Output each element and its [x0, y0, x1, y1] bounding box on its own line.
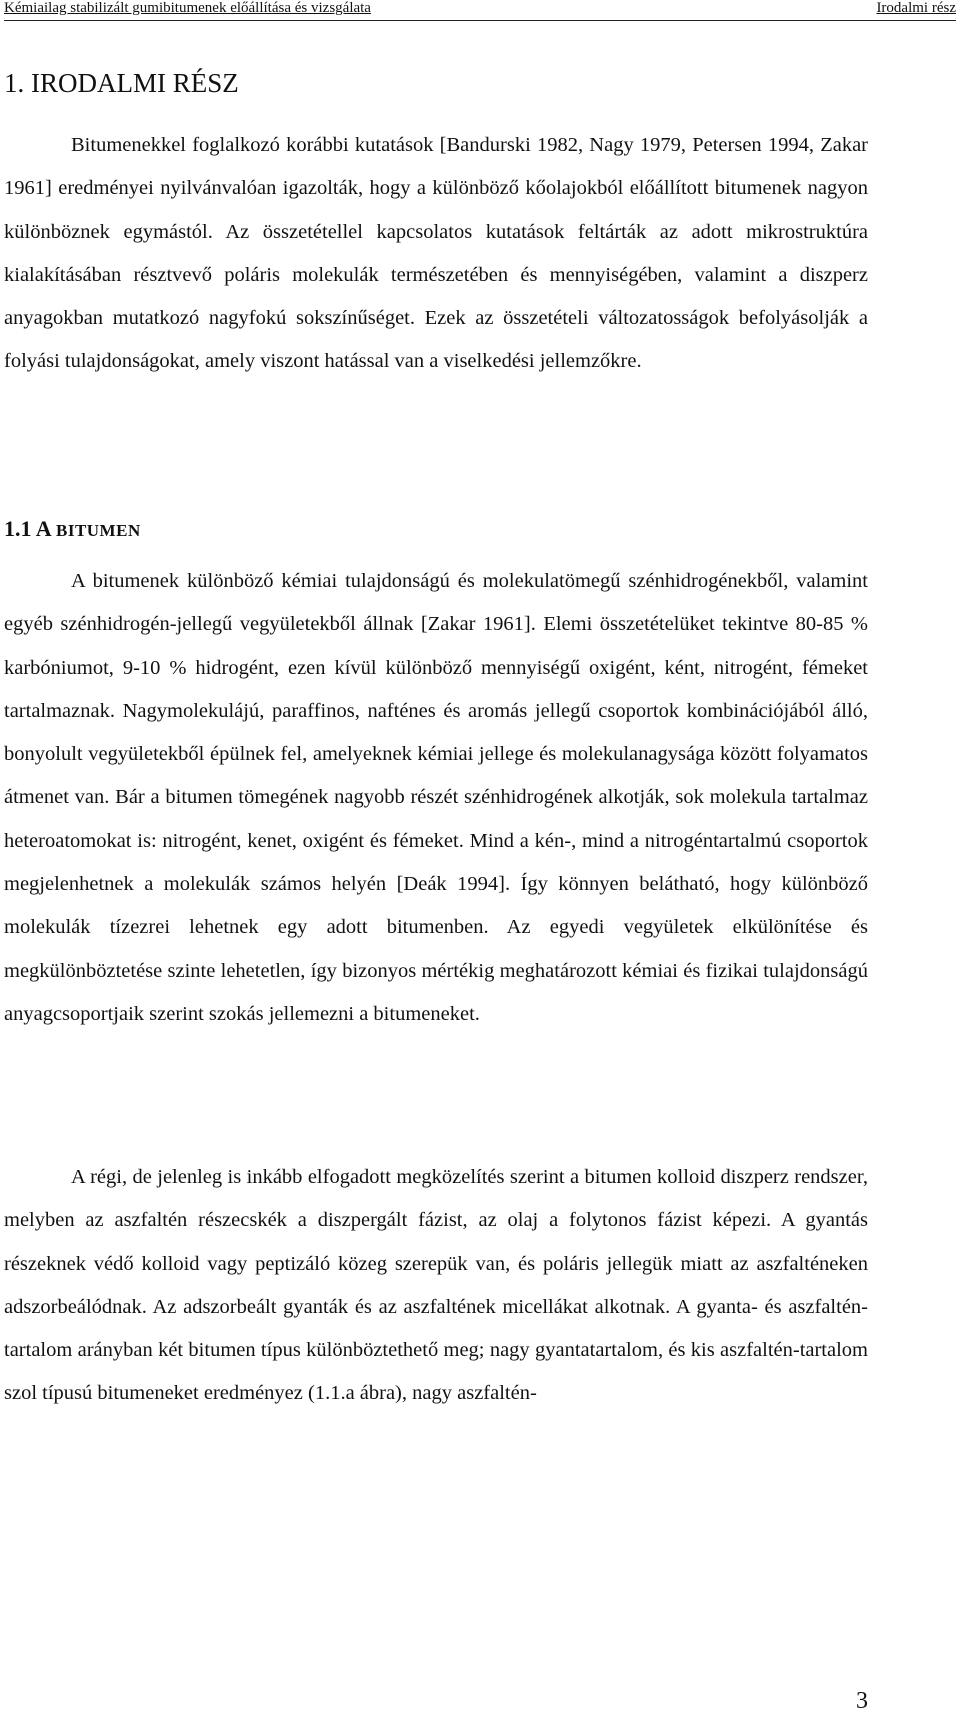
page-number: 3 — [856, 1688, 868, 1714]
bitumen-paragraph-1: A bitumenek különböző kémiai tulajdonságú és molekulatömegű szénhidrogénekből, valamint egyéb szénhidrogén-jellegű vegyületekből állnak [Zakar 1961]. Elemi összetételüket tekintve 80-85 % karbóniumot, 9-10 % hidrogént, ezen kívül különböző mennyiségű oxigént, ként, nitrogént, fémeket tartalmaznak. Nagymolekulájú, paraffinos, nafténes és aromás jellegű csoportok kombinációjából álló, bonyolult vegyületekből épülnek fel, amelyeknek kémiai jellege és molekulanagysága között folyamatos átmenet van. Bár a bitumen tömegének nagyobb részét szénhidrogének alkotják, sok molekula tartalmaz heteroatomokat is: nitrogént, kenet, oxigént és fémeket. Mind a kén-, mind a nitrogéntartalmú csoportok megjelenhetnek a molekulák számos helyén [Deák 1994]. Így könnyen belátható, hogy különböző molekulák tízezrei lehetnek egy adott bitumenben. Az egyedi vegyületek elkülönítése és megkülönböztetése szinte lehetetlen, így bizonyos mértékig meghatározott kémiai és fizikai tulajdonságú anyagcsoportjaik szerint szokás jellemezni a bitumeneket. — [4, 570, 868, 1025]
bitumen-paragraph-2: A régi, de jelenleg is inkább elfogadott megközelítés szerint a bitumen kolloid diszperz rendszer, melyben az aszfaltén részecskék a diszpergált fázist, az olaj a folytonos fázist képezi. A gyantás részeknek védő kolloid vagy peptizáló közeg szerepük van, és poláris jellegük miatt az aszfalténeken adszorbeálódnak. Az adszorbeált gyanták és az aszfaltének micellákat alkotnak. A gyanta- és aszfaltén-tartalom arányban két bitumen típus különböztethető meg; nagy gyantatartalom, és kis aszfaltén-tartalom szol típusú bitumeneket eredményez (1.1.a ábra), nagy aszfaltén- — [4, 1166, 868, 1405]
chapter-title: 1. IRODALMI RÉSZ — [4, 68, 239, 98]
section-number: 1.1 — [4, 516, 32, 541]
intro-paragraph: Bitumenekkel foglalkozó korábbi kutatások [Bandurski 1982, Nagy 1979, Petersen 1994, Zakar 1961] eredményei nyilvánvalóan igazolták, hogy a különböző kőolajokból előállított bitumenek nagyon különböznek egymástól. Az összetétellel kapcsolatos kutatások feltárták az adott mikrostruktúra kialakításában résztvevő poláris molekulák természetében és mennyiségében, valamint a diszperz anyagokban mutatkozó nagyfokú sokszínűséget. Ezek az összetételi változatosságok befolyásolják a folyási tulajdonságokat, amely viszont hatással van a viselkedési jellemzőkre. — [4, 134, 868, 373]
section-title-initial: A — [35, 516, 51, 541]
header-chapter-name: Irodalmi rész — [876, 0, 956, 16]
running-header — [4, 0, 956, 21]
header-document-title: Kémiailag stabilizált gumibitumenek előállítása és vizsgálata — [4, 0, 371, 16]
section-title-rest: BITUMEN — [55, 521, 141, 540]
section-heading — [4, 514, 141, 546]
